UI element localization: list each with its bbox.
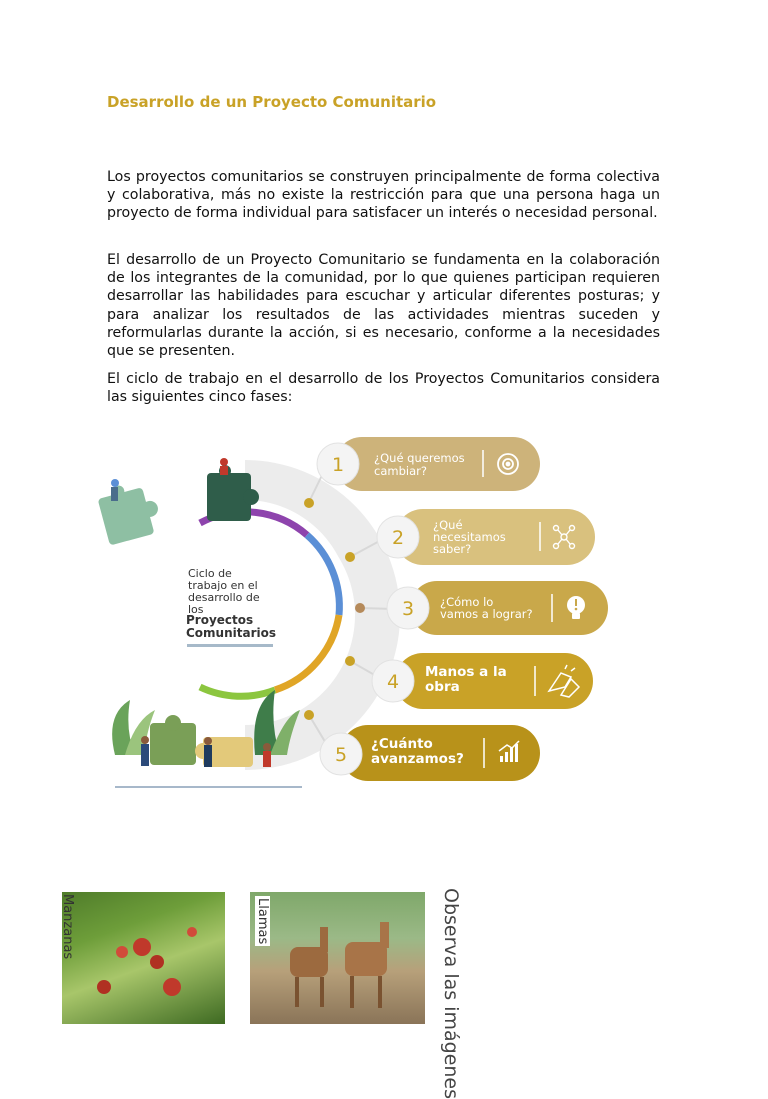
phase-2: [377, 509, 595, 565]
apples-label: Manzanas: [60, 894, 75, 960]
phase-3: [387, 581, 608, 635]
phase-1-label: ¿Qué queremos cambiar?: [374, 451, 465, 478]
puzzle-piece-left: [96, 477, 165, 546]
phase-5: [320, 725, 540, 781]
work-cycle-infographic: [95, 425, 625, 805]
apple-tree-photo: [62, 892, 225, 1024]
photo-strip: [0, 880, 768, 1099]
phase-4: [372, 653, 593, 709]
puzzle-pieces-bottom: [150, 715, 253, 767]
llamas-photo: [250, 892, 425, 1024]
paragraph-1: Los proyectos comunitarios se construyen principalmente de forma colectiva y colaborativa, más no existe la restricción para que una persona haga un proyecto de forma individual para satisfacer un interés o necesidad personal.: [107, 169, 660, 222]
document-title: Desarrollo de un Proyecto Comunitario: [107, 93, 437, 111]
phase-3-number: 3: [402, 598, 415, 620]
center-label-bold: Proyectos Comunitarios: [186, 613, 277, 640]
phase-1-number: 1: [332, 454, 345, 476]
person-top-icon: [220, 458, 228, 475]
phase-5-label: ¿Cuánto avanzamos?: [371, 736, 464, 767]
phase-2-label: ¿Qué necesitamos saber?: [433, 518, 506, 556]
phase-5-number: 5: [335, 744, 348, 766]
paragraph-3: El ciclo de trabajo en el desarrollo de los Proyectos Comunitarios considera las siguientes cinco fases:: [107, 371, 660, 406]
phase-3-label: ¿Cómo lo vamos a lograr?: [440, 595, 533, 621]
llamas-label: Llamas: [255, 898, 270, 945]
center-label-small: Ciclo de trabajo en el desarrollo de los: [188, 567, 260, 616]
phase-1: [317, 437, 540, 491]
center-circle: [140, 500, 350, 710]
phase-4-label: Manos a la obra: [425, 664, 507, 695]
person-left-icon: [111, 479, 119, 501]
phase-2-number: 2: [392, 527, 405, 549]
paragraph-2: El desarrollo de un Proyecto Comunitario se fundamenta en la colaboración de los integrantes de la comunidad, por lo que quienes participan requieren desarrollar las habilidades para escuchar y articular diferentes posturas; y para analizar los resultados de las actividades mientras suceden y reformularlas durante la acción, si es necesario, conforme a la necesidades que se presenten.: [107, 252, 660, 360]
phase-4-number: 4: [387, 671, 400, 693]
observe-images-label: Observa las imágenes: [440, 888, 462, 1099]
